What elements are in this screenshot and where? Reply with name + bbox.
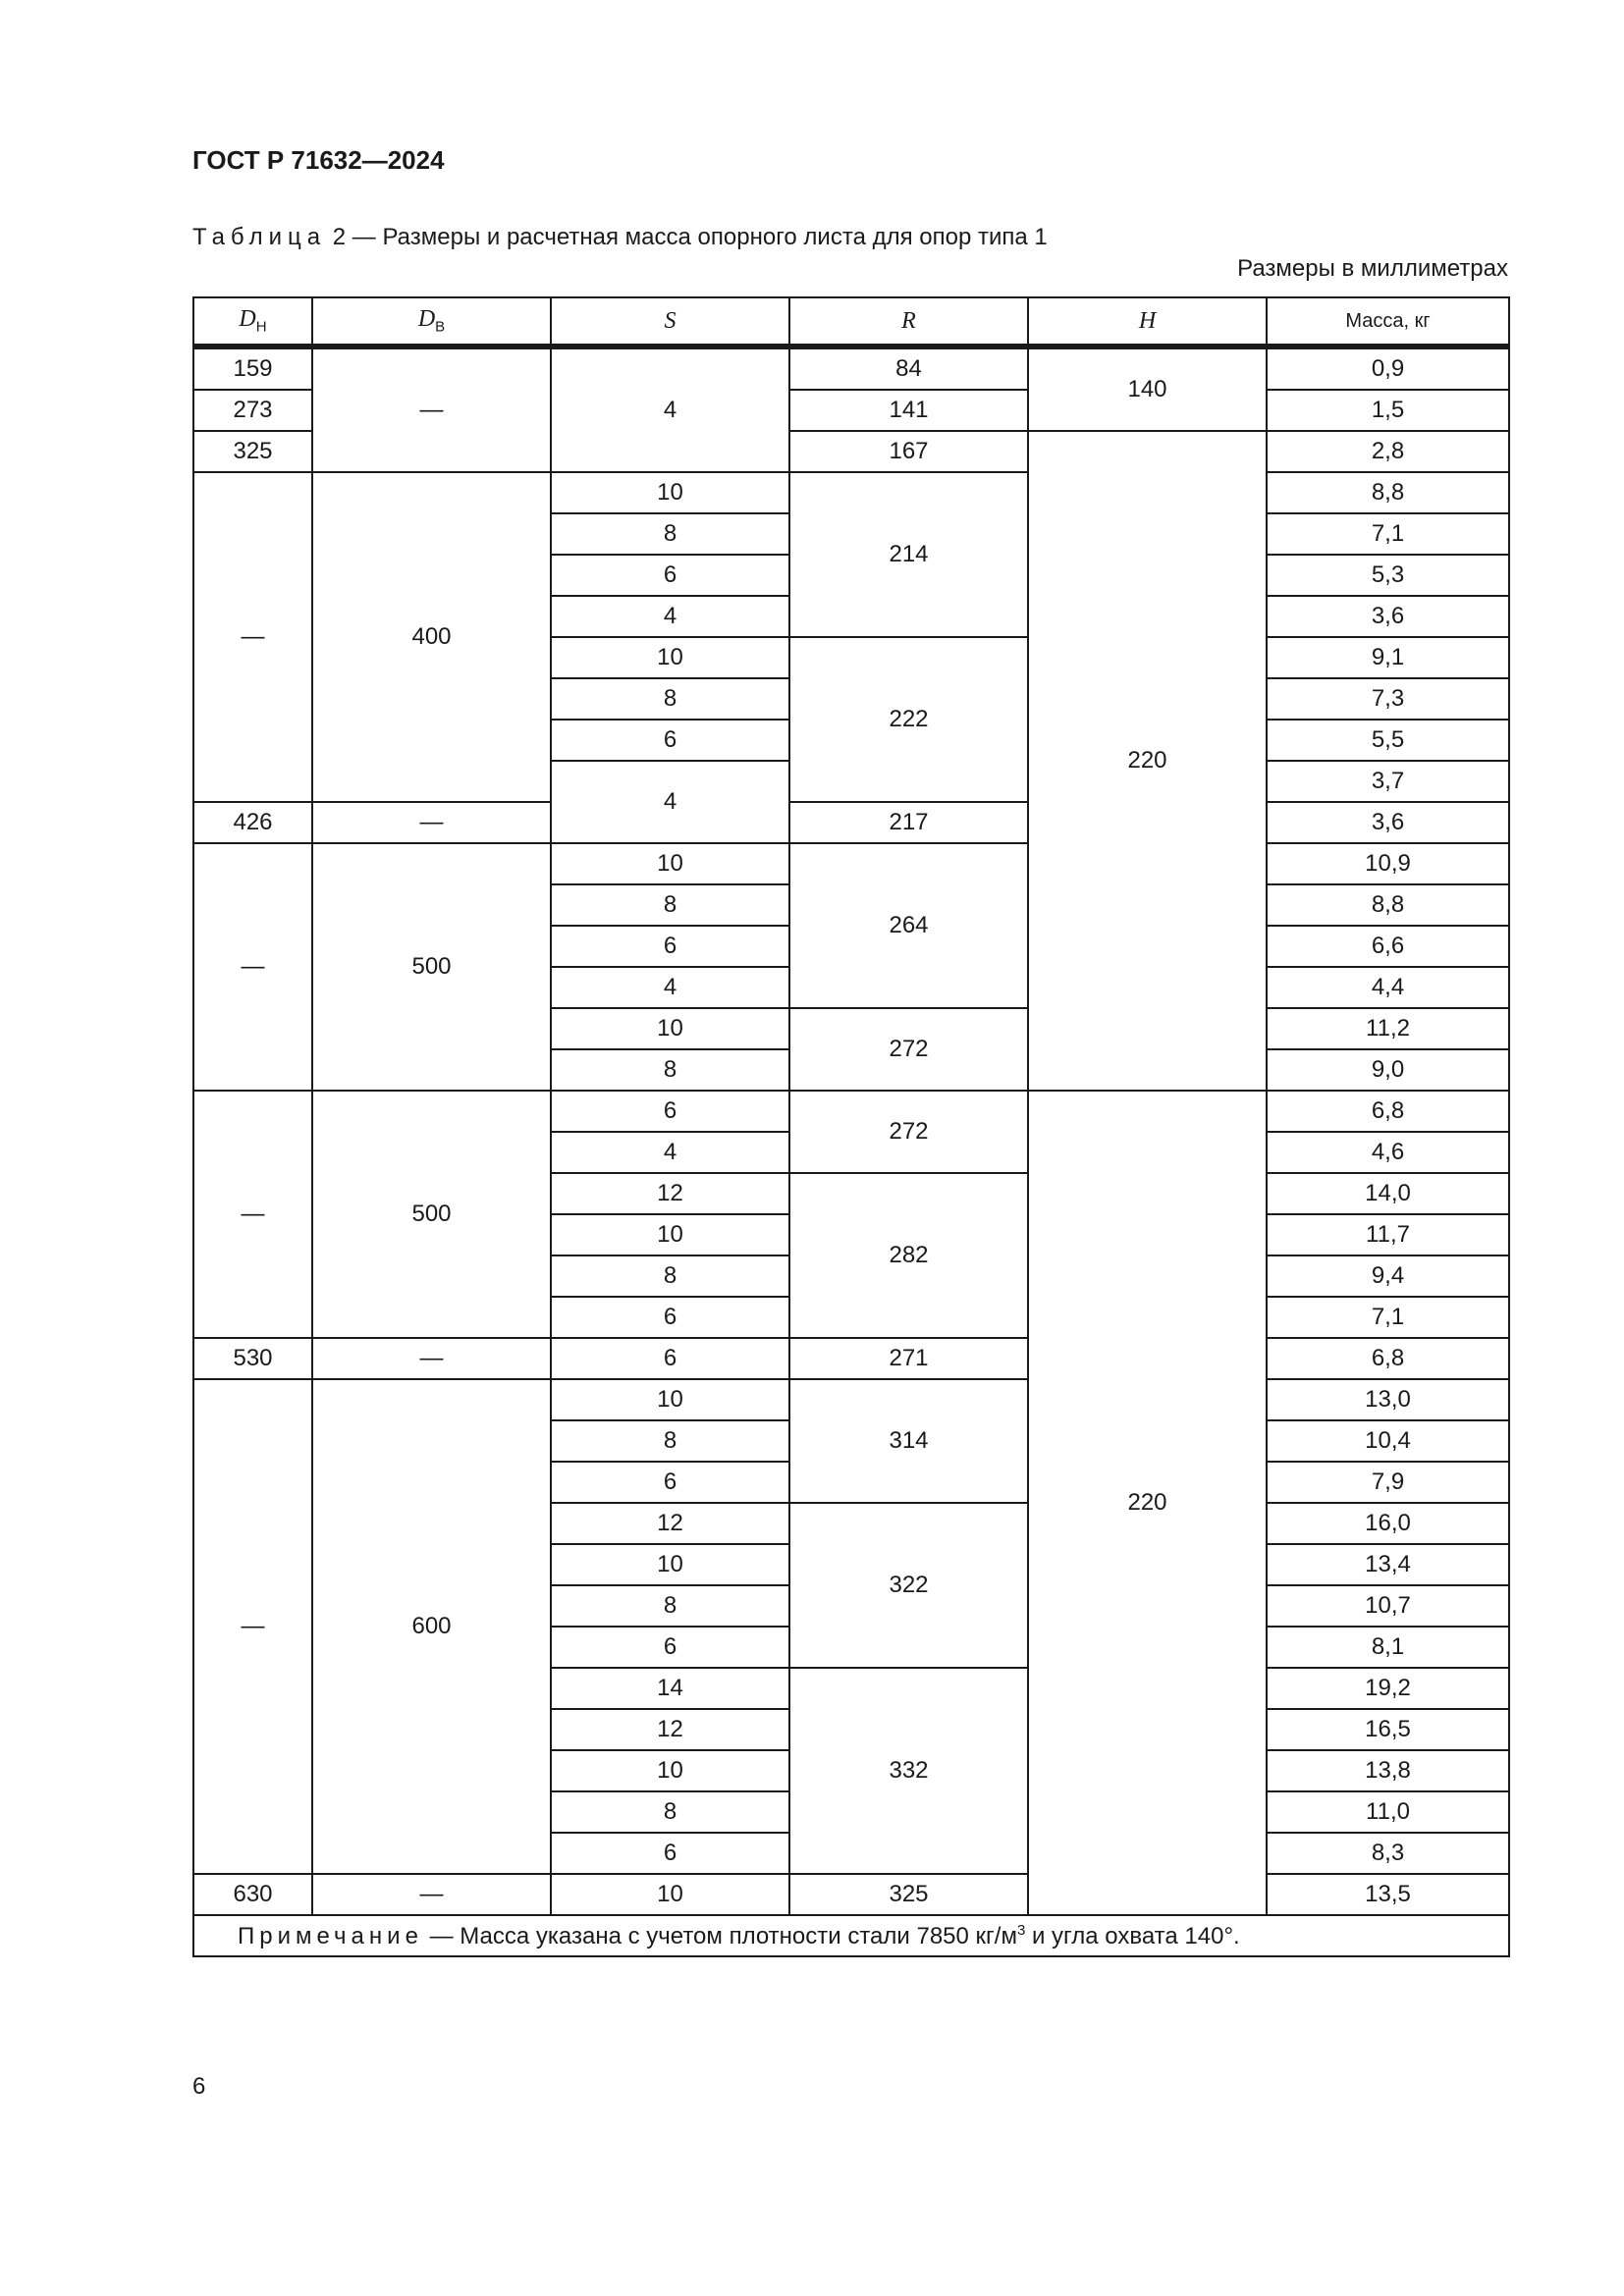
cell-s: 10 [551,1379,789,1420]
units-note: Размеры в миллиметрах [1237,255,1508,282]
note-text: — Масса указана с учетом плотности стали 7850 кг/м [429,1923,1017,1949]
cell-s: 6 [551,1091,789,1132]
cell-r: 325 [789,1874,1028,1915]
cell-mass: 8,8 [1267,472,1509,513]
cell-mass: 3,6 [1267,802,1509,843]
cell-mass: 9,4 [1267,1255,1509,1297]
cell-s: 4 [551,596,789,637]
cell-mass: 1,5 [1267,390,1509,431]
cell-s: 8 [551,678,789,720]
dimensions-table [192,296,1510,1957]
cell-mass: 3,7 [1267,761,1509,802]
cell-r: 167 [789,431,1028,472]
cell-mass: 0,9 [1267,347,1509,390]
cell-s: 12 [551,1709,789,1750]
cell-s: 10 [551,1874,789,1915]
cell-dv: 500 [312,1091,551,1338]
cell-mass: 9,0 [1267,1049,1509,1091]
cell-mass: 10,7 [1267,1585,1509,1627]
cell-mass: 5,3 [1267,555,1509,596]
table-container [192,296,1508,1957]
cell-s: 8 [551,1420,789,1462]
note-superscript: 3 [1016,1922,1026,1939]
cell-mass: 8,8 [1267,884,1509,926]
cell-mass: 13,0 [1267,1379,1509,1420]
cell-mass: 6,8 [1267,1338,1509,1379]
header-dv: $D_В$ [312,297,551,347]
cell-s: 12 [551,1503,789,1544]
cell-r: 282 [789,1173,1028,1338]
cell-s: 8 [551,1585,789,1627]
cell-mass: 6,8 [1267,1091,1509,1132]
cell-mass: 13,8 [1267,1750,1509,1791]
cell-s: 8 [551,513,789,555]
cell-mass: 16,0 [1267,1503,1509,1544]
cell-h: 220 [1028,431,1267,1091]
cell-r: 222 [789,637,1028,802]
table-note [193,1915,1509,1956]
cell-dn: — [193,1091,312,1338]
cell-s: 14 [551,1668,789,1709]
cell-mass: 13,5 [1267,1874,1509,1915]
table-row [193,802,1509,843]
cell-s: 4 [551,1132,789,1173]
cell-s: 4 [551,347,789,472]
cell-s: 6 [551,555,789,596]
cell-mass: 8,1 [1267,1627,1509,1668]
cell-s: 12 [551,1173,789,1214]
cell-mass: 11,0 [1267,1791,1509,1833]
table-row [193,1091,1509,1132]
cell-h: 220 [1028,1091,1267,1915]
cell-r: 332 [789,1668,1028,1874]
table-caption [192,224,1048,251]
cell-mass: 9,1 [1267,637,1509,678]
cell-r: 314 [789,1379,1028,1503]
table-row [193,843,1509,884]
cell-dn: 426 [193,802,312,843]
cell-s: 6 [551,720,789,761]
table-header-row [193,297,1509,347]
cell-r: 217 [789,802,1028,843]
cell-h: 140 [1028,347,1267,431]
cell-s: 10 [551,1750,789,1791]
cell-mass: 7,9 [1267,1462,1509,1503]
cell-mass: 16,5 [1267,1709,1509,1750]
cell-r: 322 [789,1503,1028,1668]
table-row [193,1379,1509,1420]
table-note-row [193,1915,1509,1956]
cell-s: 6 [551,1833,789,1874]
cell-s: 10 [551,843,789,884]
header-r: R [789,297,1028,347]
cell-s: 8 [551,1255,789,1297]
cell-dn: — [193,1379,312,1874]
cell-r: 214 [789,472,1028,637]
cell-mass: 7,1 [1267,513,1509,555]
cell-s: 4 [551,761,789,843]
table-caption-label: Таблица [192,224,327,250]
cell-s: 6 [551,1297,789,1338]
cell-mass: 10,4 [1267,1420,1509,1462]
cell-dn: 530 [193,1338,312,1379]
cell-s: 4 [551,967,789,1008]
cell-dv: — [312,1874,551,1915]
cell-s: 10 [551,1008,789,1049]
cell-s: 8 [551,884,789,926]
cell-mass: 7,1 [1267,1297,1509,1338]
cell-mass: 13,4 [1267,1544,1509,1585]
cell-dv: — [312,347,551,472]
cell-s: 10 [551,1544,789,1585]
cell-dn: — [193,472,312,802]
cell-dv: 400 [312,472,551,802]
header-dn: $D_Н$ [193,297,312,347]
cell-s: 10 [551,1214,789,1255]
table-caption-text: 2 — Размеры и расчетная масса опорного листа для опор типа 1 [332,224,1048,250]
cell-s: 6 [551,1627,789,1668]
cell-mass: 3,6 [1267,596,1509,637]
cell-r: 272 [789,1091,1028,1173]
cell-s: 8 [551,1791,789,1833]
cell-mass: 6,6 [1267,926,1509,967]
cell-s: 10 [551,472,789,513]
cell-r: 264 [789,843,1028,1008]
cell-r: 272 [789,1008,1028,1091]
cell-dv: 500 [312,843,551,1091]
cell-mass: 14,0 [1267,1173,1509,1214]
note-text-end: и угла охвата 140°. [1025,1923,1240,1949]
cell-mass: 5,5 [1267,720,1509,761]
cell-s: 6 [551,1338,789,1379]
cell-r: 84 [789,347,1028,390]
cell-mass: 11,7 [1267,1214,1509,1255]
header-mass: Масса, кг [1267,297,1509,347]
cell-s: 8 [551,1049,789,1091]
cell-mass: 2,8 [1267,431,1509,472]
cell-dv: — [312,1338,551,1379]
cell-mass: 8,3 [1267,1833,1509,1874]
cell-r: 141 [789,390,1028,431]
cell-mass: 4,6 [1267,1132,1509,1173]
table-row [193,472,1509,513]
cell-dn: 630 [193,1874,312,1915]
cell-dn: 325 [193,431,312,472]
cell-s: 6 [551,926,789,967]
cell-dn: 273 [193,390,312,431]
note-label: Примечание [238,1923,423,1949]
cell-r: 271 [789,1338,1028,1379]
header-s: S [551,297,789,347]
cell-mass: 10,9 [1267,843,1509,884]
cell-mass: 7,3 [1267,678,1509,720]
table-row [193,1874,1509,1915]
cell-dn: — [193,843,312,1091]
document-header: ГОСТ Р 71632—2024 [192,145,445,175]
cell-s: 6 [551,1462,789,1503]
cell-dv: — [312,802,551,843]
table-row [193,1338,1509,1379]
cell-dn: 159 [193,347,312,390]
cell-mass: 4,4 [1267,967,1509,1008]
page-number: 6 [192,2073,206,2100]
cell-s: 10 [551,637,789,678]
table-row [193,347,1509,390]
header-h: H [1028,297,1267,347]
cell-mass: 11,2 [1267,1008,1509,1049]
cell-mass: 19,2 [1267,1668,1509,1709]
cell-dv: 600 [312,1379,551,1874]
